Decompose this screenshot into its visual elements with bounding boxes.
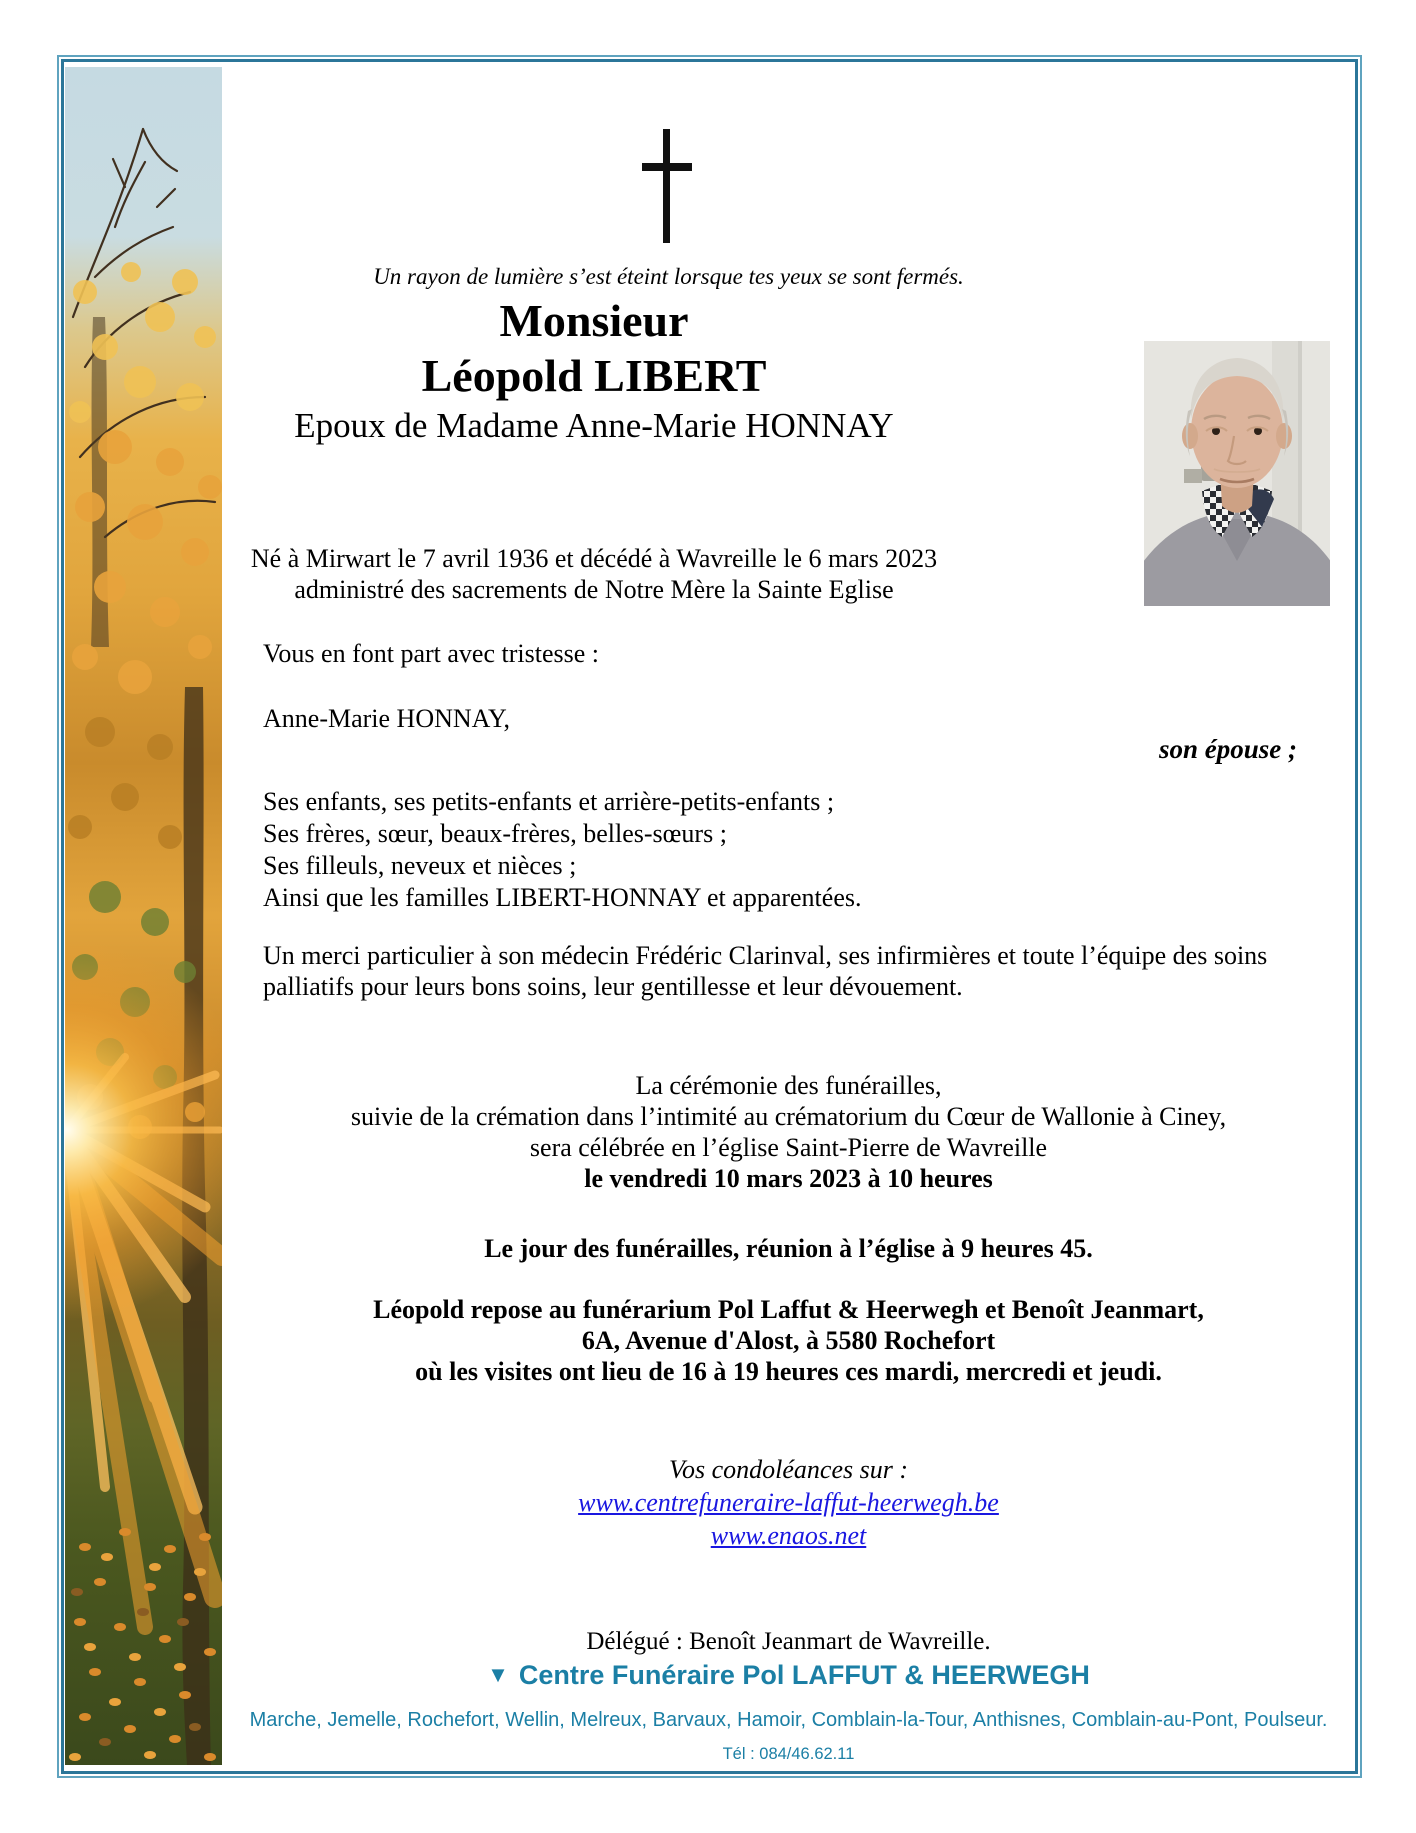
spouse-line: Epoux de Madame Anne-Marie HONNAY (294, 406, 894, 445)
delegate-line: Délégué : Benoît Jeanmart de Wavreille. (586, 1628, 991, 1655)
deceased-portrait-photo (1144, 341, 1330, 606)
announce-intro: Vous en font part avec tristesse : (263, 639, 599, 668)
funeral-home-name: Centre Funéraire Pol LAFFUT & HEERWEGH (518, 1660, 1090, 1690)
memorial-quote: Un rayon de lumière s’est éteint lorsque tes yeux se sont fermés. (373, 264, 964, 289)
condolences-link-centrefuneraire[interactable]: www.centrefuneraire-laffut-heerwegh.be (578, 1488, 999, 1517)
condolences-link-enaos[interactable]: www.enaos.net (710, 1521, 867, 1550)
funeral-home-banner (222, 1659, 1355, 1691)
family-line: Ainsi que les familles LIBERT-HONNAY et apparentées. (263, 883, 862, 912)
triangle-down-icon: ▼ (487, 1662, 509, 1687)
condolences-block (222, 1453, 1355, 1552)
title-block (222, 294, 966, 448)
repose-line: Léopold repose au funérarium Pol Laffut & Heerwegh et Benoît Jeanmart, (373, 1295, 1204, 1324)
announcer-name: Anne-Marie HONNAY, (263, 704, 510, 733)
funeral-home-phone: Tél : 084/46.62.11 (722, 1745, 855, 1763)
ceremony-line: La cérémonie des funérailles, (635, 1071, 942, 1100)
deceased-name: Léopold LIBERT (421, 350, 767, 401)
repose-block (222, 1294, 1355, 1387)
family-line: Ses filleuls, neveux et nièces ; (263, 851, 577, 880)
family-line: Ses enfants, ses petits-enfants et arrière-petits-enfants ; (263, 787, 835, 816)
birth-death-line: Né à Mirwart le 7 avril 1936 et décédé à Wavreille le 6 mars 2023 (250, 544, 938, 573)
title-prefix: Monsieur (499, 295, 689, 346)
repose-address: 6A, Avenue d'Alost, à 5580 Rochefort (581, 1326, 996, 1355)
meeting-line: Le jour des funérailles, réunion à l’église à 9 heures 45. (484, 1234, 1093, 1263)
thanks-paragraph: Un merci particulier à son médecin Frédéric Clarinval, ses infirmières et toute l’équipe des soins palliatifs pour leurs bons soins, leur gentillesse et leur dévouement. (263, 941, 1268, 1001)
sacraments-line: administré des sacrements de Notre Mère la Sainte Eglise (294, 575, 894, 604)
ceremony-datetime: le vendredi 10 mars 2023 à 10 heures (584, 1164, 993, 1193)
family-lines (263, 786, 861, 914)
ceremony-block (222, 1070, 1355, 1194)
ceremony-line: sera célébrée en l’église Saint-Pierre de Wavreille (529, 1133, 1048, 1162)
autumn-trees-photo (65, 67, 222, 1765)
family-line: Ses frères, sœur, beaux-frères, belles-sœurs ; (263, 819, 727, 848)
announcer-relation: son épouse ; (1158, 734, 1297, 764)
ceremony-line: suivie de la crémation dans l’intimité au crématorium du Cœur de Wallonie à Ciney, (350, 1102, 1227, 1131)
birth-death-block (222, 543, 966, 605)
funeral-home-towns: Marche, Jemelle, Rochefort, Wellin, Melreux, Barvaux, Hamoir, Comblain-la-Tour, Anthisnes, Comblain-au-Pont, Poulseur. (249, 1709, 1328, 1731)
condolences-label: Vos condoléances sur : (668, 1455, 908, 1484)
repose-visits: où les visites ont lieu de 16 à 19 heures ces mardi, mercredi et jeudi. (415, 1357, 1162, 1386)
